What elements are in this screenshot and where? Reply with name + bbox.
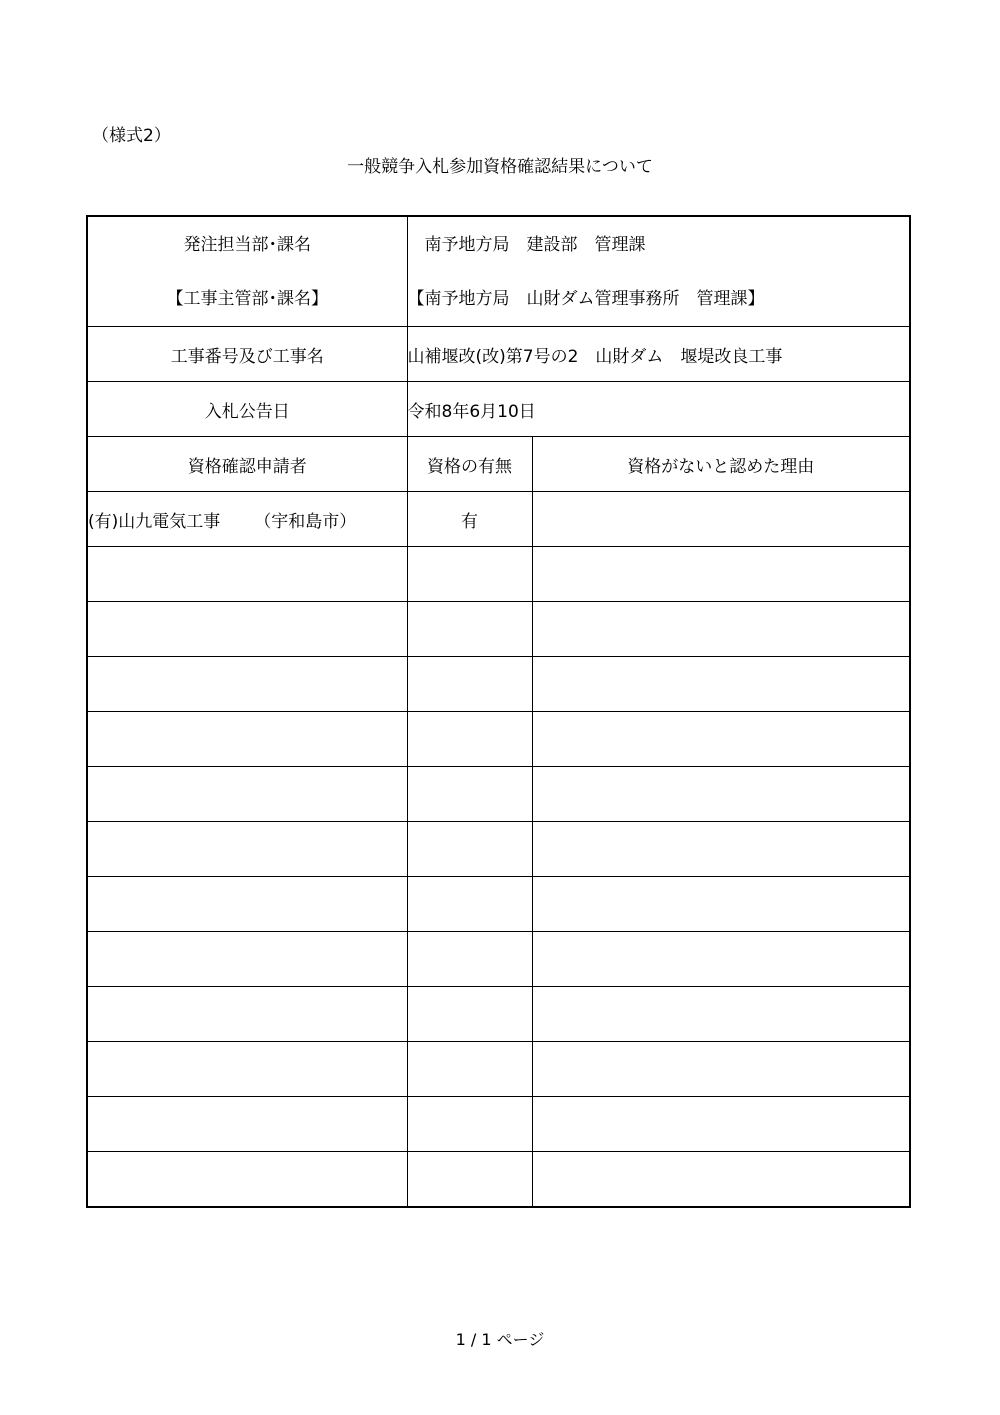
document-title: 一般競争入札参加資格確認結果について: [347, 157, 653, 177]
applicant-cell: [87, 877, 407, 932]
eligibility-cell: [407, 1097, 532, 1152]
project-label: 工事番号及び工事名: [87, 327, 407, 382]
project-value: 山補堰改(改)第7号の2 山財ダム 堰堤改良工事: [407, 327, 910, 382]
applicant-cell: [87, 987, 407, 1042]
applicant-cell: [87, 1097, 407, 1152]
eligibility-cell: 有: [407, 492, 532, 547]
table-row: [87, 1097, 910, 1152]
applicant-city: （宇和島市）: [254, 511, 357, 532]
announcement-date-row: [87, 382, 910, 437]
qualification-result-table: [86, 215, 911, 1208]
table-row: [87, 1042, 910, 1097]
reason-cell: [532, 877, 910, 932]
table-row: [87, 822, 910, 877]
applicant-cell: [87, 547, 407, 602]
form-number: （様式2）: [92, 126, 171, 146]
reason-cell: [532, 492, 910, 547]
table-header-row: [87, 437, 910, 492]
header-eligibility: 資格の有無: [407, 437, 532, 492]
reason-cell: [532, 987, 910, 1042]
eligibility-cell: [407, 822, 532, 877]
table-row: [87, 932, 910, 987]
eligibility-cell: [407, 987, 532, 1042]
reason-cell: [532, 932, 910, 987]
office-label-cell: [87, 216, 407, 327]
table-row: [87, 492, 910, 547]
applicant-cell: [87, 1152, 407, 1208]
office-value-cell: [407, 216, 910, 327]
reason-cell: [532, 602, 910, 657]
reason-cell: [532, 712, 910, 767]
header-applicant: 資格確認申請者: [87, 437, 407, 492]
eligibility-cell: [407, 602, 532, 657]
header-reason: 資格がないと認めた理由: [532, 437, 910, 492]
applicant-cell: [87, 1042, 407, 1097]
reason-cell: [532, 822, 910, 877]
table-row: [87, 877, 910, 932]
reason-cell: [532, 767, 910, 822]
reason-cell: [532, 657, 910, 712]
applicant-cell: [87, 602, 407, 657]
eligibility-cell: [407, 932, 532, 987]
ordering-office-value: 南予地方局 建設部 管理課: [407, 235, 646, 255]
eligibility-cell: [407, 657, 532, 712]
table-row: [87, 602, 910, 657]
reason-cell: [532, 1042, 910, 1097]
eligibility-cell: [407, 547, 532, 602]
applicant-cell: [87, 657, 407, 712]
eligibility-cell: [407, 877, 532, 932]
table-row: [87, 547, 910, 602]
supervising-office-value: 【南予地方局 山財ダム管理事務所 管理課】: [407, 289, 765, 309]
applicant-cell: [87, 767, 407, 822]
announcement-date-value: 令和8年6月10日: [407, 382, 910, 437]
eligibility-cell: [407, 1042, 532, 1097]
applicant-cell: [87, 492, 407, 547]
eligibility-cell: [407, 767, 532, 822]
applicant-cell: [87, 712, 407, 767]
reason-cell: [532, 1097, 910, 1152]
table-row: [87, 1152, 910, 1208]
table-row: [87, 767, 910, 822]
table-row: [87, 712, 910, 767]
applicant-name: (有)山九電気工事: [88, 511, 221, 532]
table-row: [87, 987, 910, 1042]
applicant-cell: [87, 932, 407, 987]
table-row: [87, 657, 910, 712]
eligibility-cell: [407, 712, 532, 767]
supervising-office-label: 【工事主管部･課名】: [166, 289, 328, 309]
project-row: [87, 327, 910, 382]
page-number: 1 / 1 ページ: [455, 1330, 545, 1349]
ordering-office-label: 発注担当部･課名: [183, 235, 311, 255]
eligibility-cell: [407, 1152, 532, 1208]
reason-cell: [532, 547, 910, 602]
announcement-date-label: 入札公告日: [87, 382, 407, 437]
reason-cell: [532, 1152, 910, 1208]
applicant-cell: [87, 822, 407, 877]
office-row: [87, 216, 910, 327]
